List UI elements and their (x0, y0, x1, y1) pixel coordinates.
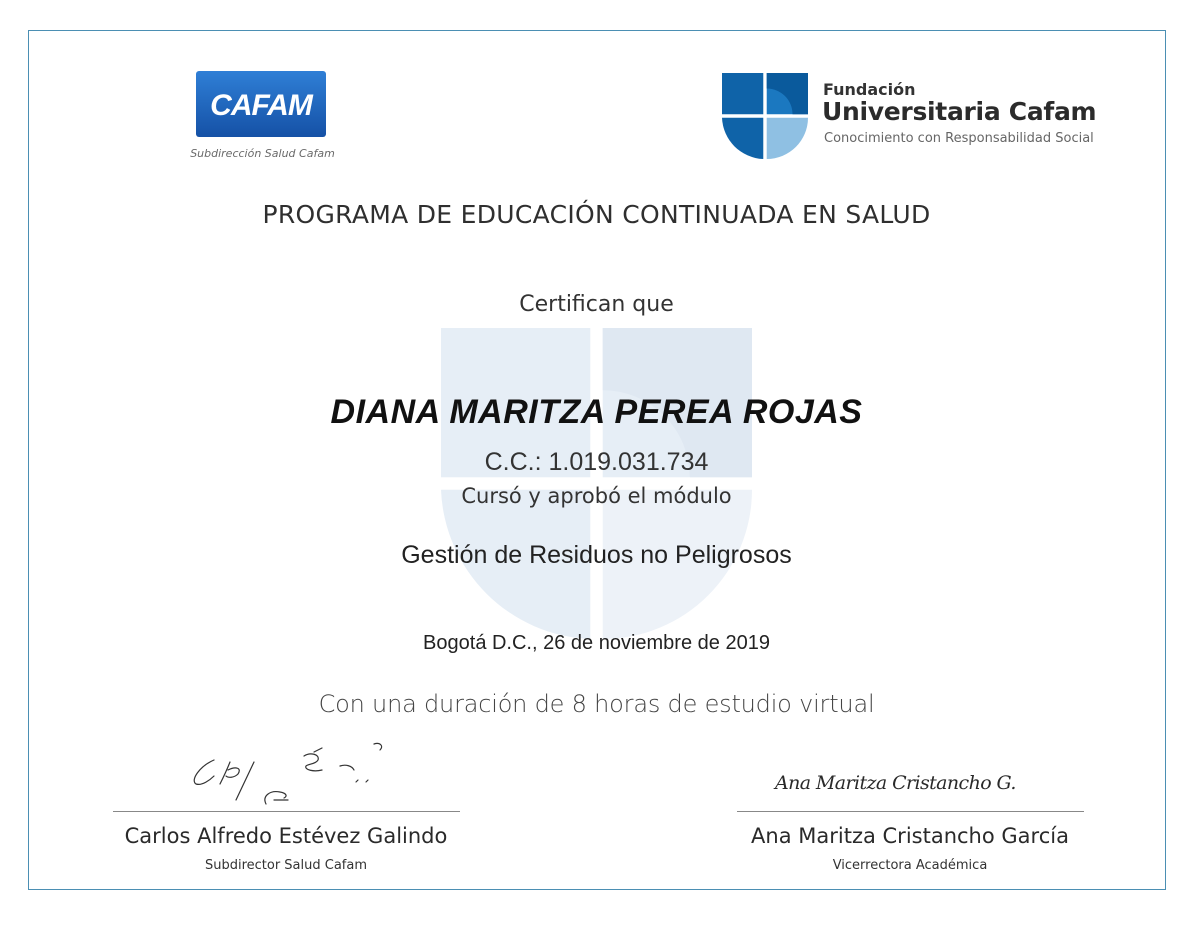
fundacion-logo-icon (722, 73, 808, 159)
cafam-logo-icon (196, 71, 326, 137)
signature-line-left (113, 811, 460, 812)
program-title: PROGRAMA DE EDUCACIÓN CONTINUADA EN SALUD (262, 200, 931, 229)
signature-right-handwritten: Ana Maritza Cristancho G. (775, 772, 1016, 794)
signatory-left-name: Carlos Alfredo Estévez Galindo (124, 824, 448, 848)
fundacion-prefix: Fundación (823, 80, 916, 99)
signatory-left-role: Subdirector Salud Cafam (204, 858, 368, 873)
signatory-right-role: Vicerrectora Académica (832, 858, 988, 873)
module-title: Gestión de Residuos no Peligrosos (401, 541, 792, 569)
certify-text: Certifican que (519, 292, 674, 317)
cafam-subtitle: Subdirección Salud Cafam (190, 147, 335, 160)
duration-text: Con una duración de 8 horas de estudio virtual (318, 690, 875, 718)
signatory-right-name: Ana Maritza Cristancho García (751, 824, 1069, 848)
completed-text: Cursó y aprobó el módulo (461, 484, 732, 508)
recipient-name: DIANA MARITZA PEREA ROJAS (330, 393, 863, 431)
cafam-wordmark: CAFAM (210, 89, 312, 122)
signature-left-scribble-icon (170, 738, 430, 813)
fundacion-name: Universitaria Cafam (822, 97, 1097, 126)
signature-line-right (737, 811, 1084, 812)
recipient-id: C.C.: 1.019.031.734 (484, 448, 709, 476)
fundacion-tagline: Conocimiento con Responsabilidad Social (824, 131, 1094, 146)
place-date: Bogotá D.C., 26 de noviembre de 2019 (423, 632, 770, 654)
